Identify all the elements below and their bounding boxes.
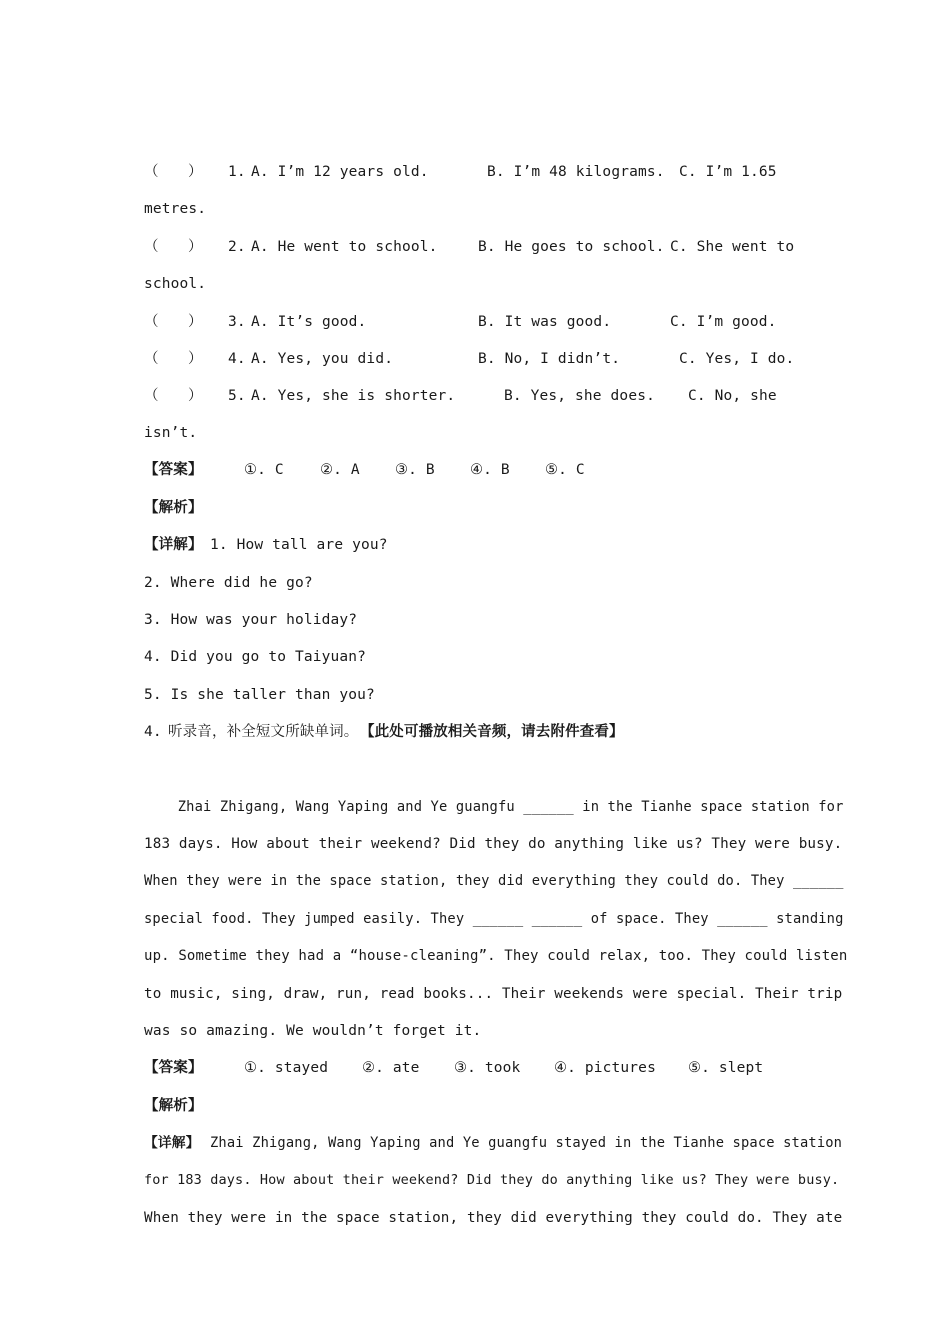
item-number: 1. xyxy=(228,164,246,180)
answer-3: ③. B xyxy=(395,462,435,478)
q3-item-5-wrap: isn’t. xyxy=(144,425,198,441)
q4-analysis-label: 【解析】 xyxy=(144,1097,203,1114)
q3-detail-5: 5. Is she taller than you? xyxy=(144,687,375,703)
answer-2: ②. A xyxy=(320,462,360,478)
passage-line-5: up. Sometime they had a “house-cleaning”. They could relax, too. They could listen xyxy=(144,948,848,964)
item-number: 3. xyxy=(228,314,246,330)
option-b: B. It was good. xyxy=(478,314,612,330)
answer-label: 【答案】 xyxy=(144,461,203,478)
answer-5: ⑤. C xyxy=(545,462,585,478)
option-a: A. I’m 12 years old. xyxy=(251,164,429,180)
detail-label: 【详解】 xyxy=(144,1135,200,1151)
answer-paren: （ ） xyxy=(144,388,203,404)
item-number: 2. xyxy=(228,239,246,255)
q3-detail-2: 2. Where did he go? xyxy=(144,575,313,591)
answer-5: ⑤. slept xyxy=(688,1060,764,1076)
answer-paren: （ ） xyxy=(144,164,203,180)
audio-note: 【此处可播放相关音频，请去附件查看】 xyxy=(360,723,624,740)
passage-line-1: Zhai Zhigang, Wang Yaping and Ye guangfu ______ in the Tianhe space station for xyxy=(144,799,844,815)
answer-3: ③. took xyxy=(454,1060,521,1076)
option-a: A. Yes, she is shorter. xyxy=(251,388,456,404)
passage-line-2: 183 days. How about their weekend? Did they do anything like us? They were busy. xyxy=(144,836,843,852)
option-c: C. Yes, I do. xyxy=(679,351,795,367)
option-b: B. Yes, she does. xyxy=(504,388,655,404)
answer-4: ④. pictures xyxy=(554,1060,656,1076)
option-a: A. Yes, you did. xyxy=(251,351,394,367)
option-a: A. He went to school. xyxy=(251,239,438,255)
answer-4: ④. B xyxy=(470,462,510,478)
passage-line-4: special food. They jumped easily. They ______ ______ of space. They ______ standing xyxy=(144,911,844,927)
item-number: 4. xyxy=(228,351,246,367)
option-a: A. It’s good. xyxy=(251,314,367,330)
answer-paren: （ ） xyxy=(144,239,203,255)
answer-2: ②. ate xyxy=(362,1060,420,1076)
option-b: B. I’m 48 kilograms. xyxy=(487,164,665,180)
q3-detail-3: 3. How was your holiday? xyxy=(144,612,358,628)
option-c: C. No, she xyxy=(688,388,777,404)
q3-item-1-wrap: metres. xyxy=(144,201,207,217)
answer-1: ①. stayed xyxy=(244,1060,329,1076)
answer-paren: （ ） xyxy=(144,351,203,367)
detail-label: 【详解】 xyxy=(144,536,203,553)
question-instruction: 听录音，补全短文所缺单词。 xyxy=(168,724,359,740)
answer-1: ①. C xyxy=(244,462,284,478)
q3-analysis-label: 【解析】 xyxy=(144,499,203,516)
q4-detail-2: for 183 days. How about their weekend? Did they do anything like us? They were busy. xyxy=(144,1172,840,1188)
detail-text: Zhai Zhigang, Wang Yaping and Ye guangfu stayed in the Tianhe space station xyxy=(210,1135,843,1151)
q3-detail-4: 4. Did you go to Taiyuan? xyxy=(144,649,366,665)
q3-item-2-wrap: school. xyxy=(144,276,207,292)
option-b: B. He goes to school. xyxy=(478,239,665,255)
answer-paren: （ ） xyxy=(144,314,203,330)
passage-line-6: to music, sing, draw, run, read books... Their weekends were special. Their trip xyxy=(144,986,843,1002)
question-number: 4. xyxy=(144,724,162,740)
option-c: C. I’m 1.65 xyxy=(679,164,777,180)
option-b: B. No, I didn’t. xyxy=(478,351,621,367)
answer-label: 【答案】 xyxy=(144,1059,203,1076)
detail-text: 1. How tall are you? xyxy=(210,537,388,553)
passage-line-7: was so amazing. We wouldn’t forget it. xyxy=(144,1023,482,1039)
item-number: 5. xyxy=(228,388,246,404)
passage-line-3: When they were in the space station, they did everything they could do. They ______ xyxy=(144,873,844,889)
q4-detail-3: When they were in the space station, they did everything they could do. They ate xyxy=(144,1210,843,1226)
option-c: C. She went to xyxy=(670,239,795,255)
option-c: C. I’m good. xyxy=(670,314,777,330)
